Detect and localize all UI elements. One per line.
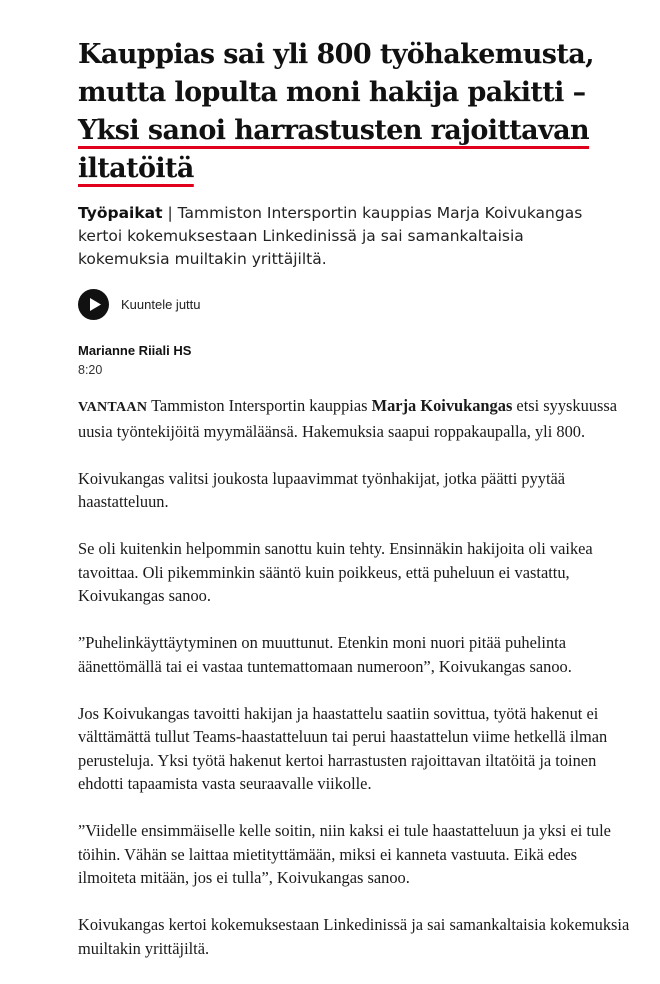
play-icon <box>90 298 101 311</box>
person-name: Marja Koivukangas <box>371 396 513 415</box>
body-paragraph: Koivukangas kertoi kokemuksestaan Linkedinissä ja sai samankaltaisia kokemuksia muiltakin yrittäjiltä. <box>78 915 630 958</box>
article <box>78 0 638 984</box>
publish-time: 8:20 <box>78 363 103 377</box>
section-label[interactable]: Työpaikat <box>78 204 163 222</box>
paragraph-text: etsi syyskuussa uusia työntekijöitä myymäläänsä. Hakemuksia saapui roppakaupalla, yli 800. <box>78 396 618 441</box>
lead-text: Tammiston Intersportin kauppias Marja Koivukangas kertoi kokemuksestaan Linkedinissä ja sai samankaltaisia kokemuksia muiltakin yrittäjiltä. <box>78 204 583 268</box>
body-paragraph: ”Viidelle ensimmäiselle kelle soitin, niin kaksi ei tule haastatteluun ja yksi ei tule töihin. Vähän se laittaa mietityttämään, miksi ei kanneta vastuuta. Eikä edes ilmoiteta mitään, jos ei tulla”, Koivukangas sanoo. <box>78 821 611 887</box>
paragraph-text: Tammiston Intersportin kauppias <box>147 396 372 415</box>
body-paragraph <box>78 394 638 443</box>
author-name[interactable]: Marianne Riiali HS <box>78 343 192 358</box>
article-headline <box>78 36 638 188</box>
headline-highlight: Yksi sanoi harrastusten rajoittavan iltatöitä <box>78 115 590 184</box>
listen-control[interactable] <box>78 287 638 321</box>
headline-text: Kauppias sai yli 800 työhakemusta, mutta lopulta moni hakija pakitti – <box>78 39 594 108</box>
article-body <box>78 394 638 960</box>
dateline: VANTAAN <box>78 400 148 415</box>
article-lead <box>78 202 598 271</box>
lead-separator: | <box>162 204 178 222</box>
body-paragraph: Se oli kuitenkin helpommin sanottu kuin tehty. Ensinnäkin hakijoita oli vaikea tavoittaa. Oli pikemminkin sääntö kuin poikkeus, että puheluun ei vastattu, Koivukangas sanoo. <box>78 539 593 605</box>
byline <box>78 341 638 380</box>
listen-label[interactable]: Kuuntele juttu <box>121 296 201 312</box>
play-button[interactable] <box>78 289 109 320</box>
body-paragraph: Koivukangas valitsi joukosta lupaavimmat työnhakijat, jotka päätti pyytää haastatteluun. <box>78 468 566 511</box>
body-paragraph: ”Puhelinkäyttäytyminen on muuttunut. Etenkin moni nuori pitää puhelinta äänettömällä tai ei vastaa tuntemattomaan numeroon”, Koivukangas sanoo. <box>78 633 572 676</box>
body-paragraph: Jos Koivukangas tavoitti hakijan ja haastattelu saatiin sovittua, työtä hakenut ei välttämättä tullut Teams-haastatteluun tai perui haastattelun viime hetkellä ilman perusteluja. Yksi työtä hakenut kertoi harrastusten rajoittavan iltatöitä ja toinen ehdotti tapaamista vasta seuraavalle viikolle. <box>78 703 608 793</box>
